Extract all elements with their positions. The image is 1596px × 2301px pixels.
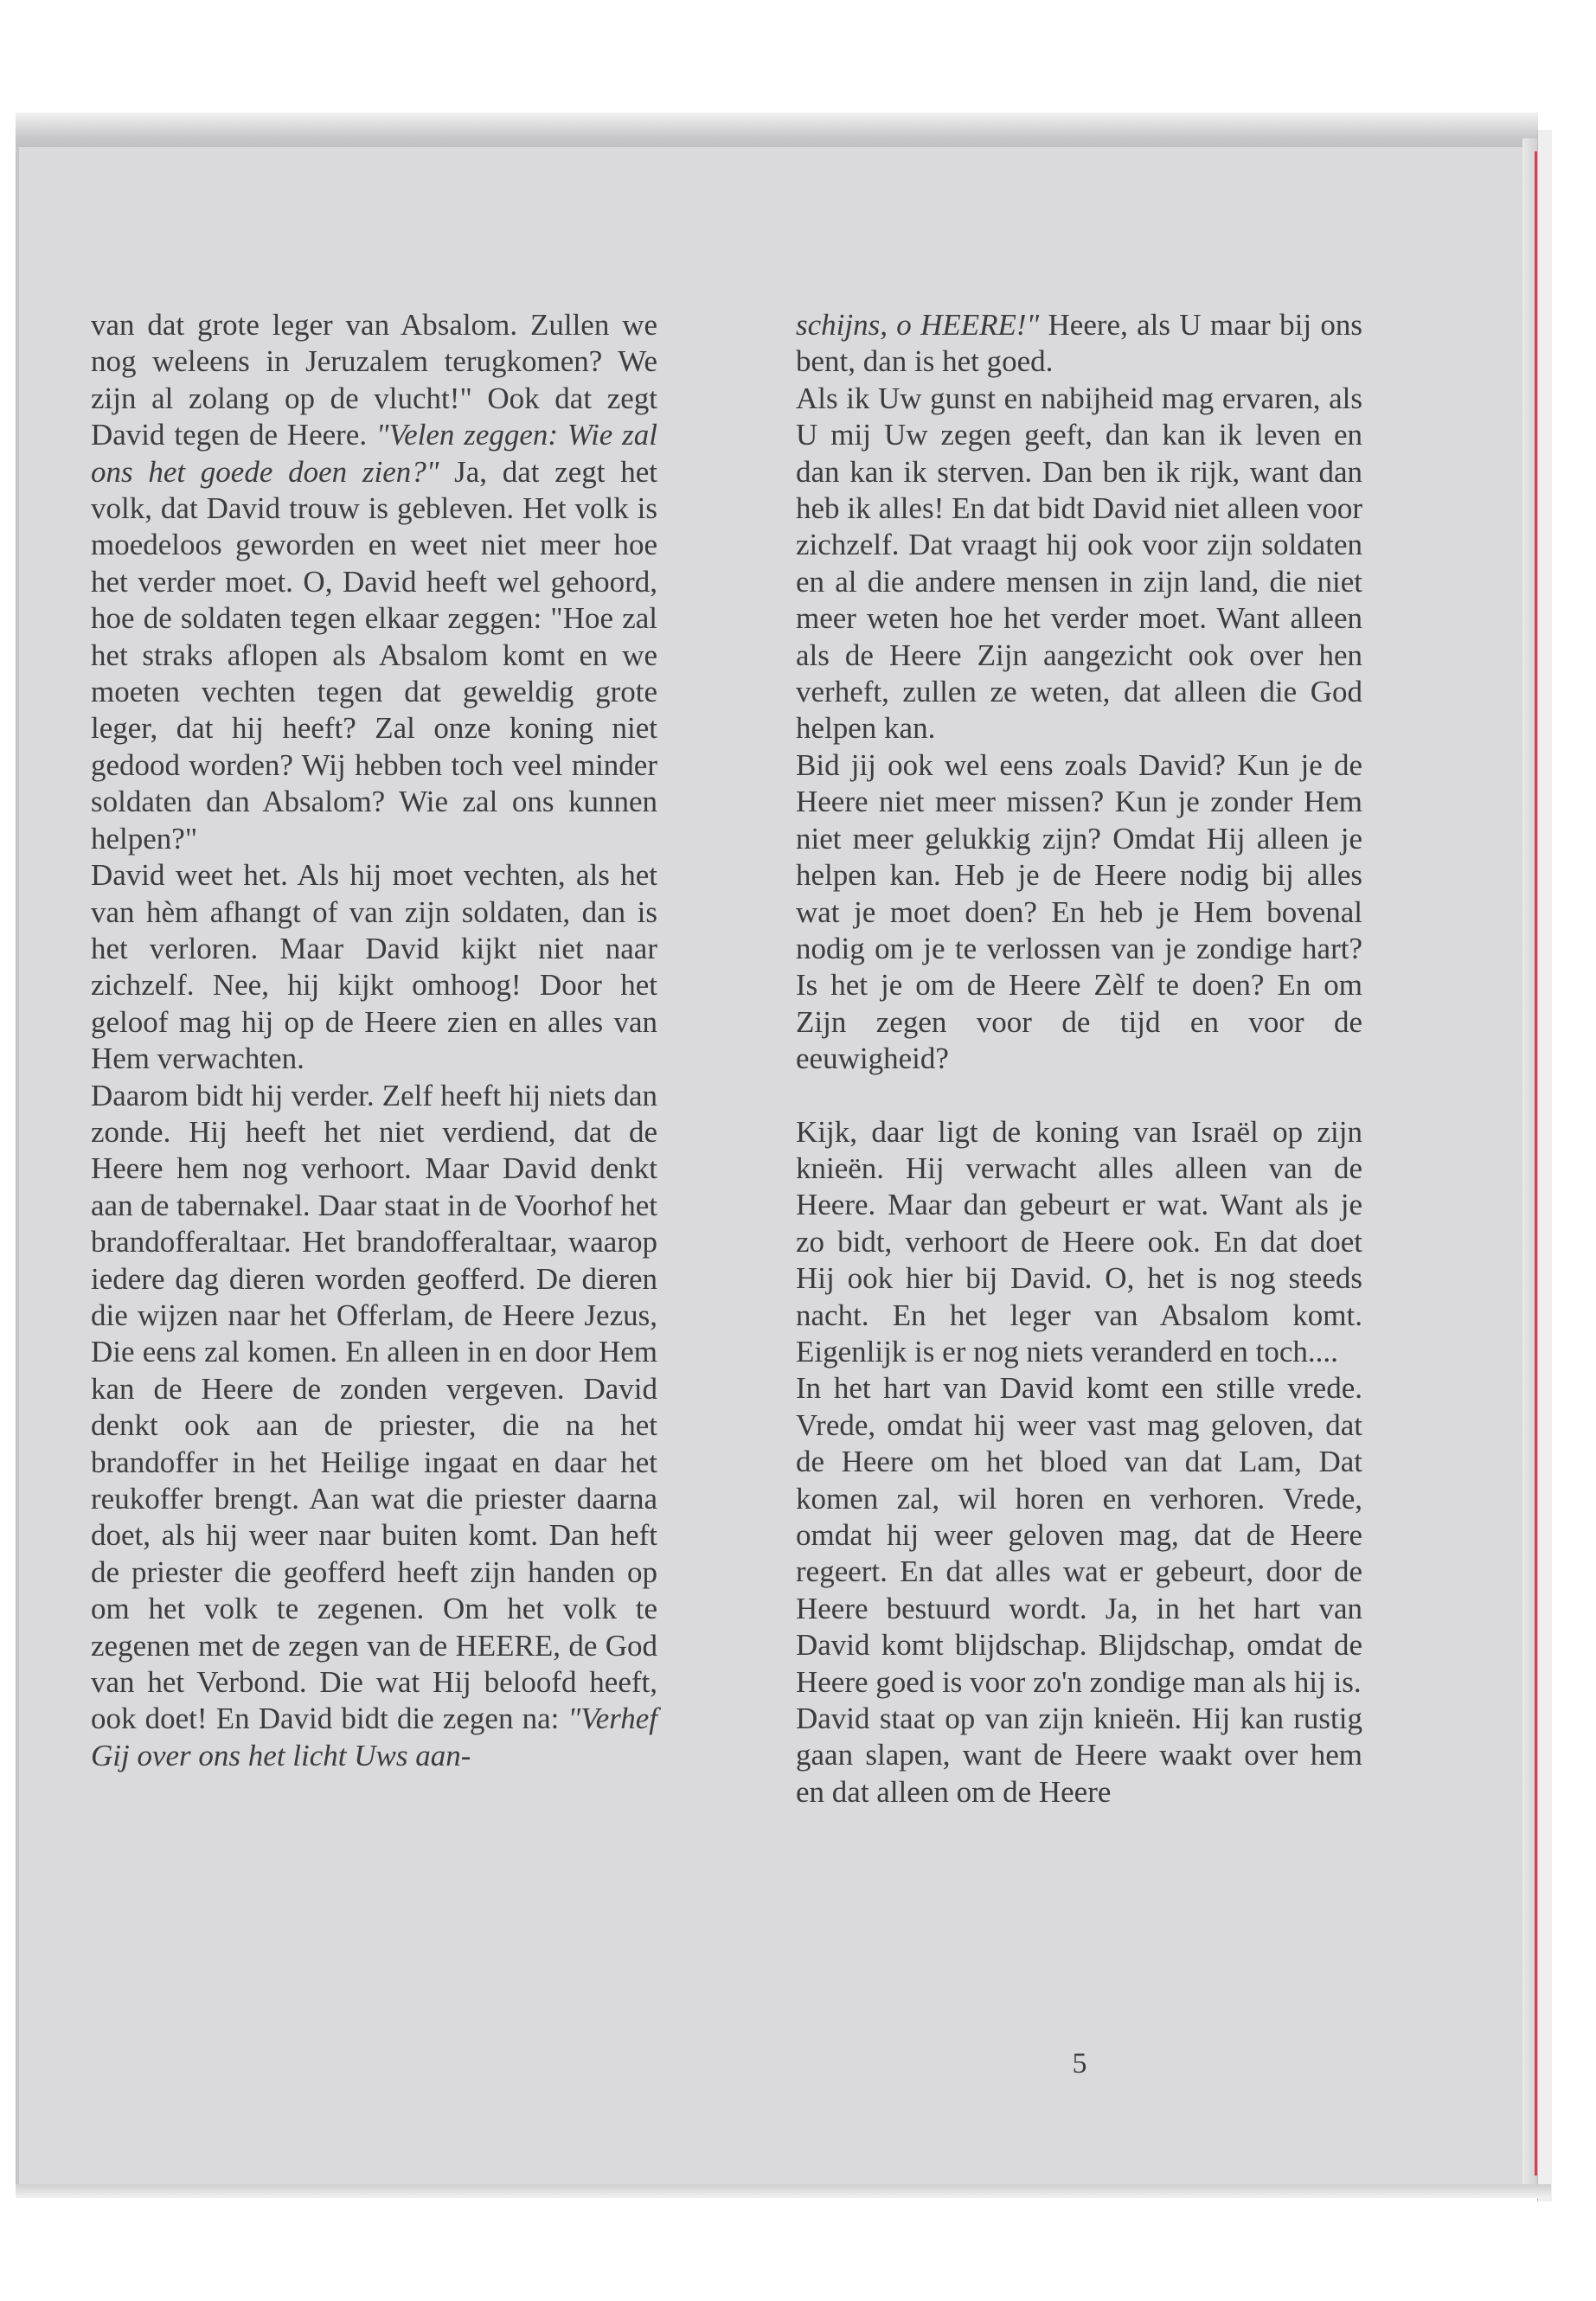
left-text-column [91, 307, 657, 1774]
quote-italic: "Velen zeggen: Wie zal ons het goede doen zien?" [91, 418, 658, 489]
text-run: van dat grote leger van Absalom. Zullen we nog weleens in Jeruzalem terugkomen? We zijn al zolang op de vlucht!" Ook dat zegt David tegen de Heere. [91, 308, 657, 452]
paragraph: Kijk, daar ligt de koning van Israël op zijn knieën. Hij verwacht alles alleen van de Heere. Maar dan gebeurt er wat. Want als je zo bidt, verhoort de Heere ook. En dat doet Hij ook hier bij David. O, het is nog steeds nacht. En het leger van Absalom komt. Eigenlijk is er nog niets veranderd en toch.... [796, 1114, 1362, 1368]
text-run: Daarom bidt hij verder. Zelf heeft hij niets dan zonde. Hij heeft het niet verdiend, dat de Heere hem nog verhoort. Maar David denkt aan de tabernakel. Daar staat in de Voorhof het brandofferaltaar. Het brandofferaltaar, waarop iedere dag dieren worden geofferd. De dieren die wijzen naar het Offerlam, de Heere Jezus, Die eens zal komen. En alleen in en door Hem kan de Heere de zonden vergeven. David denkt ook aan de priester, die na het brandoffer in het Heilige ingaat en daar het reukoffer brengt. Aan wat die priester daarna doet, als hij weer naar buiten komt. Dan heft de priester die geofferd heeft zijn handen op om het volk te zegenen. Om het volk te zegenen met de zegen van de HEERE, de God van het Verbond. Die wat Hij beloofd heeft, ook doet! En David bidt die zegen na: [91, 1078, 657, 1736]
paragraph: David weet het. Als hij moet vechten, als het van hèm afhangt of van zijn soldaten, dan is het verloren. Maar David kijkt niet naar zichzelf. Nee, hij kijkt omhoog! Door het geloof mag hij op de Heere zien en alles van Hem verwachten. [91, 858, 657, 1076]
book-spine [1537, 130, 1552, 2202]
paragraph: Bid jij ook wel eens zoals David? Kun je de Heere niet meer missen? Kun je zonder Hem niet meer gelukkig zijn? Omdat Hij alleen je helpen kan. Heb je de Heere nodig bij alles wat je moet doen? En heb je Hem bovenal nodig om je te verlossen van je zondige hart? Is het je om de Heere Zèlf te doen? En om Zijn zegen voor de tijd en voor de eeuwigheid? [796, 747, 1362, 1076]
paragraph: In het hart van David komt een stille vrede. Vrede, omdat hij weer vast mag geloven, dat de Heere om het bloed van dat Lam, Dat komen zal, wil horen en verhoren. Vrede, omdat hij weer geloven mag, dat de Heere regeert. En dat alles wat er gebeurt, door de Heere bestuurd wordt. Ja, in het hart van David komt blijdschap. Blijdschap, omdat de Heere goed is voor zo'n zondige man als hij is. [796, 1371, 1362, 1699]
page-bottom-edge [16, 2184, 1551, 2198]
page-number: 5 [1072, 2048, 1087, 2080]
paragraph [796, 307, 1362, 381]
paragraph [91, 1078, 657, 1775]
paragraph: Als ik Uw gunst en nabijheid mag ervaren, als U mij Uw zegen geeft, dan kan ik leven en dan kan ik sterven. Dan ben ik rijk, want dan heb ik alles! En dat bidt David niet alleen voor zichzelf. Dat vraagt hij ook voor zijn soldaten en al die andere mensen in zijn land, die niet meer weten hoe het verder moet. Want alleen als de Heere Zijn aangezicht ook over hen verheft, zullen ze weten, dat alleen die God helpen kan. [796, 381, 1362, 746]
paragraph [91, 307, 657, 857]
quote-italic: "Verhef Gij over ons het licht Uws aan- [91, 1702, 657, 1772]
text-run: Ja, dat zegt het volk, dat David trouw is gebleven. Het volk is moedeloos geworden en weet niet meer hoe het verder moet. O, David heeft wel gehoord, hoe de soldaten tegen elkaar zeggen: "Hoe zal het straks aflopen als Absalom komt en we moeten vechten tegen dat geweldig grote leger, dat hij heeft? Zal onze koning niet gedood worden? Wij hebben toch veel minder soldaten dan Absalom? Wie zal ons kunnen helpen?" [91, 454, 657, 856]
text-run: Heere, als U maar bij ons bent, dan is het goed. [796, 308, 1362, 379]
paragraph: David staat op van zijn knieën. Hij kan rustig gaan slapen, want de Heere waakt over hem en dat alleen om de Heere [796, 1702, 1362, 1809]
right-text-column [796, 307, 1362, 1811]
quote-italic: schijns, o HEERE!" [796, 308, 1040, 342]
